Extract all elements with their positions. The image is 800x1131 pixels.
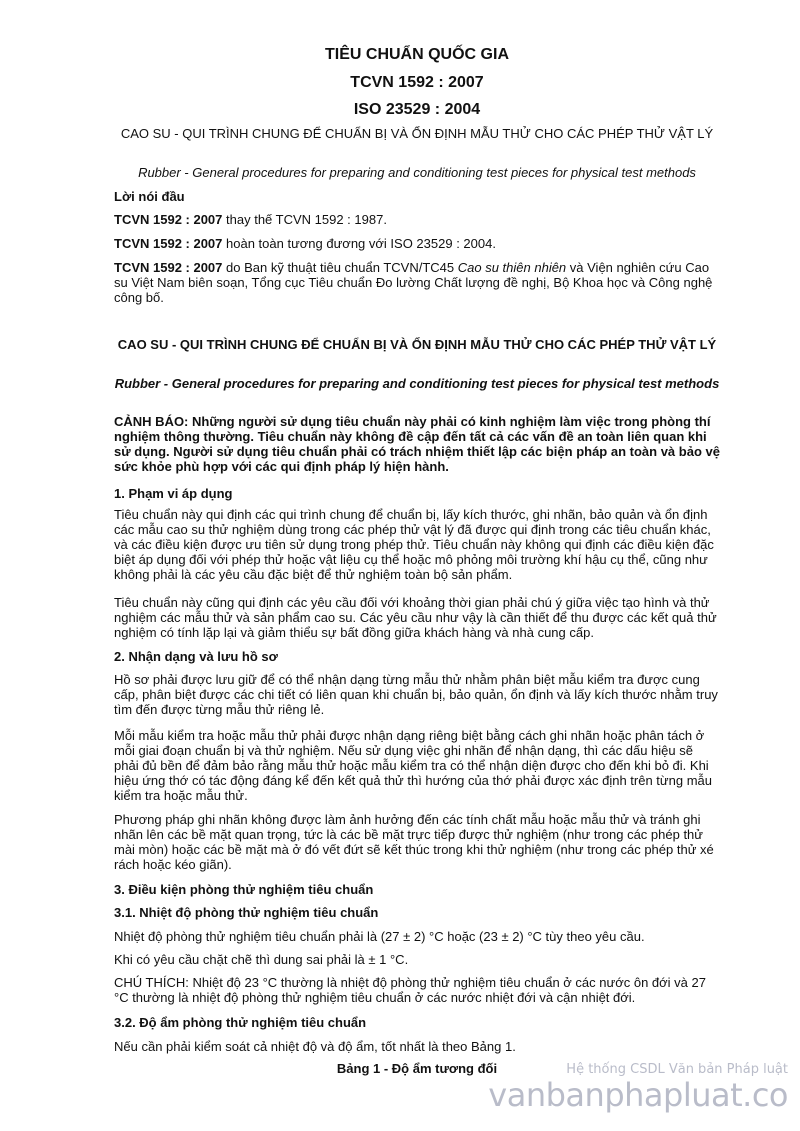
section-1-para-1: Tiêu chuẩn này qui định các qui trình chung để chuẩn bị, lấy kích thước, ghi nhãn, bảo quản và ổn định các mẫu cao su thử nghiệm dùng trong các phép thử vật lý đã được qui định trong các tiêu chuẩn khác, và các điều kiện được ưu tiên sử dụng trong phép thử. Tiêu chuẩn này không qui định các điều kiện đặc biệt áp dụng đối với phép thử hoặc vật liệu cụ thể hoặc mô phỏng môi trường khí hậu cụ thể, cũng như không phải là các yêu cầu đặc biệt để thử nghiệm toàn bộ sản phẩm. — [114, 507, 714, 582]
section-3-1-note: CHÚ THÍCH: Nhiệt độ 23 °C thường là nhiệt độ phòng thử nghiệm tiêu chuẩn ở các nước ôn đới và 27 °C thường là nhiệt độ phòng thử nghiệm tiêu chuẩn ở các nước nhiệt đới và cận nhiệt đới. — [114, 975, 706, 1005]
watermark-line-1: Hệ thống CSDL Văn bản Pháp luật — [566, 1062, 788, 1077]
section-1-para-2: Tiêu chuẩn này cũng qui định các yêu cầu đối với khoảng thời gian phải chú ý giữa việc tạo hình và thử nghiệm các mẫu thử và sản phẩm cao su. Các yêu cầu như vậy là cần thiết để thu được các kết quả thử nghiệm có tính lặp lại và giảm thiểu sự bất đồng giữa khách hàng và nhà cung cấp. — [114, 595, 717, 640]
foreword-heading: Lời nói đầu — [114, 189, 185, 204]
section-2-para-3: Phương pháp ghi nhãn không được làm ảnh hưởng đến các tính chất mẫu hoặc mẫu thử và tránh ghi nhãn lên các bề mặt quan trọng, tức là các bề mặt trực tiếp được thử nghiệm (như trong các phép thử mài mòn) hoặc các bề mặt mà ở đó vết đứt sẽ kết thúc trong khi thử nghiệm (như trong các phép thử xé rách hoặc kéo giãn). — [114, 812, 714, 872]
committee-name: Cao su thiên nhiên — [457, 260, 567, 275]
foreword-p3-text-b: và Viện nghiên cứu Cao su Việt Nam biên soạn, Tổng cục Tiêu chuẩn Đo lường Chất lượng đề nghị, Bộ Khoa học và Công nghệ công bố. — [114, 260, 713, 305]
foreword-p3-text-a: do Ban kỹ thuật tiêu chuẩn TCVN/TC45 — [222, 260, 458, 275]
body-title-vn: CAO SU - QUI TRÌNH CHUNG ĐỂ CHUẨN BỊ VÀ ỔN ĐỊNH MẪU THỬ CHO CÁC PHÉP THỬ VẬT LÝ — [117, 337, 717, 352]
doc-code-vn: TCVN 1592 : 2007 — [350, 74, 484, 91]
warning-text: CẢNH BÁO: Những người sử dụng tiêu chuẩn này phải có kinh nghiệm làm việc trong phòng thí nghiệm thông thường. Tiêu chuẩn này không đề cập đến tất cả các vấn đề an toàn liên quan khi sử dụng. Người sử dụng tiêu chuẩn phải có trách nhiệm thiết lập các biện pháp an toàn và bảo vệ sức khỏe phù hợp với các qui định pháp lý hiện hành. — [114, 414, 720, 474]
section-3-1-para-2: Khi có yêu cầu chặt chẽ thì dung sai phải là ± 1 °C. — [114, 952, 409, 967]
section-3-2-para-1: Nếu cần phải kiểm soát cả nhiệt độ và độ ẩm, tốt nhất là theo Bảng 1. — [114, 1039, 516, 1054]
section-3-heading: 3. Điều kiện phòng thử nghiệm tiêu chuẩn — [114, 882, 374, 897]
foreword-p3 — [114, 260, 720, 305]
section-3-2-heading: 3.2. Độ ẩm phòng thử nghiệm tiêu chuẩn — [114, 1015, 367, 1030]
doc-title: TIÊU CHUẨN QUỐC GIA — [325, 46, 509, 63]
section-2-heading: 2. Nhận dạng và lưu hồ sơ — [114, 649, 278, 664]
foreword-p2 — [114, 236, 720, 251]
section-3-1-heading: 3.1. Nhiệt độ phòng thử nghiệm tiêu chuẩn — [114, 905, 379, 920]
doc-code-iso: ISO 23529 : 2004 — [353, 101, 481, 118]
section-1-heading: 1. Phạm vi áp dụng — [114, 486, 233, 501]
header-title-vn: CAO SU - QUI TRÌNH CHUNG ĐỂ CHUẨN BỊ VÀ ỔN ĐỊNH MẪU THỬ CHO CÁC PHÉP THỬ VẬT LÝ — [120, 126, 714, 141]
standard-code: TCVN 1592 : 2007 — [114, 212, 223, 227]
foreword-p2-text: hoàn toàn tương đương với ISO 23529 : 2004. — [222, 236, 496, 251]
foreword-p1-text: thay thế TCVN 1592 : 1987. — [222, 212, 387, 227]
watermark-line-2: vanbanphapluat.co — [488, 1076, 788, 1114]
body-title-en: Rubber - General procedures for preparing and conditioning test pieces for physical test methods — [114, 376, 720, 391]
table-1-caption: Bảng 1 - Độ ẩm tương đối — [336, 1061, 498, 1076]
section-2-para-2: Mỗi mẫu kiểm tra hoặc mẫu thử phải được nhận dạng riêng biệt bằng cách ghi nhãn hoặc phân tách ở mỗi giai đoạn chuẩn bị và thử nghiệm. Nếu sử dụng việc ghi nhãn để nhận dạng, thì các dấu hiệu sẽ phải đủ bền để đảm bảo rằng mẫu thử hoặc mẫu kiểm tra có thể nhận diện được cho đến khi bỏ đi. Khi hiệu ứng thớ có tác động đáng kể đến kết quả thử thì hướng của thớ phải được xác định trên từng mẫu kiểm tra hoặc mẫu thử. — [114, 728, 712, 803]
standard-code: TCVN 1592 : 2007 — [114, 236, 223, 251]
section-2-para-1: Hồ sơ phải được lưu giữ để có thể nhận dạng từng mẫu thử nhằm phân biệt mẫu kiểm tra được cung cấp, phân biệt được các chi tiết có liên quan khi chuẩn bị, bảo quản, ổn định và lấy kích thước nhằm truy tìm đến được từng mẫu thử riêng lẻ. — [114, 672, 718, 717]
section-3-1-para-1: Nhiệt độ phòng thử nghiệm tiêu chuẩn phải là (27 ± 2) °C hoặc (23 ± 2) °C tùy theo yêu cầu. — [114, 929, 645, 944]
standard-code: TCVN 1592 : 2007 — [114, 260, 223, 275]
foreword-p1 — [114, 212, 720, 227]
header-title-en: Rubber - General procedures for preparing and conditioning test pieces for physical test methods — [138, 165, 696, 180]
